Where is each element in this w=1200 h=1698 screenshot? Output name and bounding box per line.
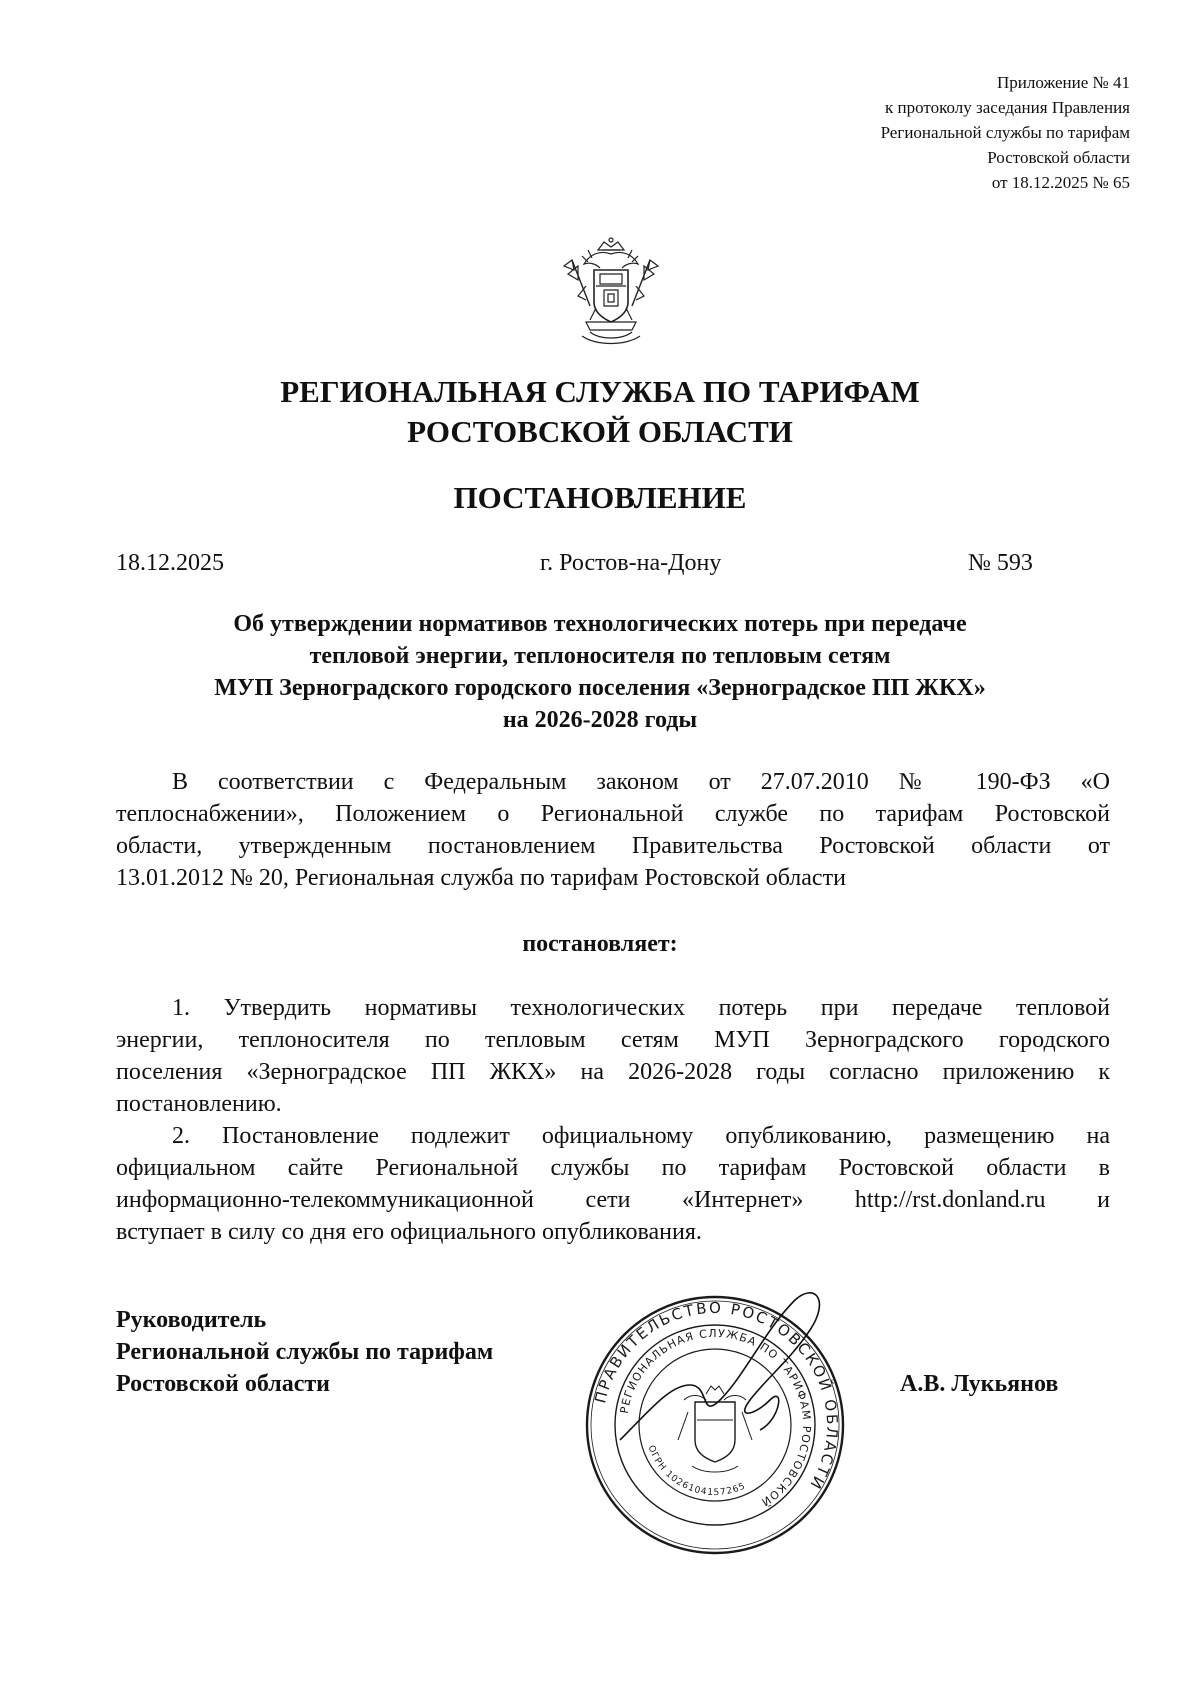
subject-line: на 2026-2028 годы: [502, 707, 698, 733]
appendix-line: Региональной службы по тарифам: [880, 123, 1130, 142]
appendix-line: Ростовской области: [987, 148, 1130, 167]
decree-item-1: [116, 992, 1110, 1120]
item-line: постановлению.: [116, 1091, 282, 1117]
agency-name: [0, 372, 1200, 452]
document-subject: [150, 608, 1050, 736]
official-seal-icon: [580, 1290, 850, 1560]
appendix-line: от 18.12.2025 № 65: [991, 173, 1130, 192]
document-type: ПОСТАНОВЛЕНИЕ: [453, 480, 747, 515]
signer-title-line: Ростовской области: [116, 1371, 330, 1397]
rostov-coat-of-arms-icon: [560, 236, 662, 348]
preamble-line: теплоснабжении», Положением о Региональной службе по тарифам Ростовской: [116, 801, 1110, 827]
item-line: 1. Утвердить нормативы технологических потерь при передаче тепловой: [172, 995, 1110, 1021]
preamble-line: 13.01.2012 № 20, Региональная служба по тарифам Ростовской области: [116, 865, 846, 891]
svg-text:ОГРН 1026104157265: [646, 1444, 748, 1498]
decree-word: постановляет:: [522, 931, 678, 957]
appendix-line: Приложение № 41: [997, 73, 1130, 92]
seal-id-text: ОГРН 1026104157265: [645, 1444, 748, 1499]
preamble-line: области, утвержденным постановлением Правительства Ростовской области от: [116, 833, 1110, 859]
signer-name: А.В. Лукьянов: [900, 1371, 1059, 1397]
subject-line: тепловой энергии, теплоносителя по тепловым сетям: [309, 643, 891, 669]
seal-outer-text: ПРАВИТЕЛЬСТВО РОСТОВСКОЙ ОБЛАСТИ: [591, 1298, 842, 1494]
preamble-line: В соответствии с Федеральным законом от 27.07.2010 № 190-ФЗ «О: [172, 769, 1110, 795]
signer-title-line: Руководитель: [116, 1307, 267, 1333]
subject-line: Об утверждении нормативов технологических потерь при передаче: [233, 611, 967, 637]
item-line: энергии, теплоносителя по тепловым сетям МУП Зерноградского городского: [116, 1027, 1110, 1053]
decree-item-2: [116, 1120, 1110, 1248]
item-line: вступает в силу со дня его официального опубликования.: [116, 1219, 702, 1245]
agency-name-line: РЕГИОНАЛЬНАЯ СЛУЖБА ПО ТАРИФАМ: [280, 374, 920, 409]
item-line: 2. Постановление подлежит официальному опубликованию, размещению на: [172, 1123, 1110, 1149]
signer-title-line: Региональной службы по тарифам: [116, 1339, 494, 1365]
signer-title: [116, 1304, 493, 1400]
seal-inner-text: РЕГИОНАЛЬНАЯ СЛУЖБА ПО ТАРИФАМ РОСТОВСКОЙ: [617, 1326, 814, 1510]
item-line: информационно-телекоммуникационной сети «Интернет» http://rst.donland.ru и: [116, 1187, 1110, 1213]
appendix-reference: [710, 70, 1130, 195]
document-number: № 593: [968, 550, 1033, 576]
subject-line: МУП Зерноградского городского поселения «Зерноградское ПП ЖКХ»: [214, 675, 986, 701]
item-line: официальном сайте Региональной службы по тарифам Ростовской области в: [116, 1155, 1110, 1181]
item-line: поселения «Зерноградское ПП ЖКХ» на 2026-2028 годы согласно приложению к: [116, 1059, 1110, 1085]
appendix-line: к протоколу заседания Правления: [885, 98, 1130, 117]
svg-text:РЕГИОНАЛЬНАЯ СЛУЖБА ПО ТАРИФАМ: [618, 1327, 813, 1509]
document-city: г. Ростов-на-Дону: [540, 550, 722, 576]
preamble-paragraph: [116, 766, 1110, 894]
agency-name-line: РОСТОВСКОЙ ОБЛАСТИ: [407, 414, 793, 449]
document-date: 18.12.2025: [116, 550, 224, 576]
